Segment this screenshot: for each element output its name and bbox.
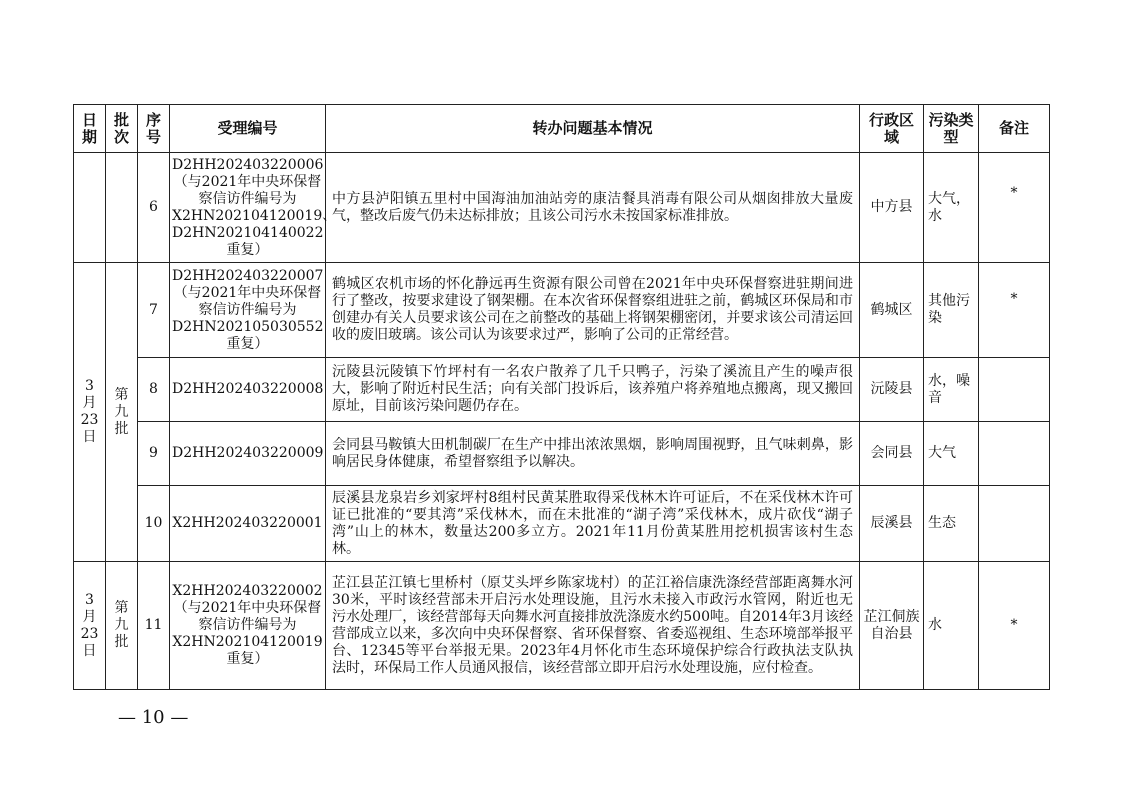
- region-cell: 辰溪县: [860, 486, 924, 562]
- date-cell: [74, 153, 106, 263]
- header-remarks: 备注: [979, 105, 1050, 153]
- batch-cell: [106, 153, 138, 263]
- header-pollution-type: 污染类型: [924, 105, 979, 153]
- remarks-cell: *: [979, 562, 1050, 690]
- table-row: [74, 263, 1050, 358]
- acceptance-no-cell: D2HH202403220009: [170, 422, 326, 486]
- remarks-cell: [979, 422, 1050, 486]
- acceptance-no-cell: X2HH202403220002（与2021年中央环保督察信访件编号为X2HN202104120019重复）: [170, 562, 326, 690]
- acceptance-no-cell: D2HH202403220006（与2021年中央环保督察信访件编号为X2HN202104120019、D2HN202104140022重复）: [170, 153, 326, 263]
- description-cell: 会同县马鞍镇大田机制碳厂在生产中排出浓浓黑烟，影响周围视野，且气味刺鼻，影响居民身体健康，希望督察组予以解决。: [326, 422, 860, 486]
- pollution-type-cell: 大气: [924, 422, 979, 486]
- header-batch: 批次: [106, 105, 138, 153]
- header-seq: 序号: [138, 105, 170, 153]
- table-row: [74, 562, 1050, 690]
- description-cell: 辰溪县龙泉岩乡刘家坪村8组村民黄某胜取得采伐林木许可证后，不在采伐林木许可证已批准的“要其湾”采伐林木，而在未批准的“湖子湾”采伐林木，成片砍伐“湖子湾”山上的林木，数量达200多立方。2021年11月份黄某胜用挖机损害该村生态林。: [326, 486, 860, 562]
- region-cell: 鹤城区: [860, 263, 924, 358]
- pollution-type-cell: 大气，水: [924, 153, 979, 263]
- remarks-cell: [979, 358, 1050, 422]
- table-row: [74, 422, 1050, 486]
- seq-cell: 9: [138, 422, 170, 486]
- pollution-type-cell: 生态: [924, 486, 979, 562]
- remarks-cell: *: [979, 263, 1050, 358]
- acceptance-no-cell: D2HH202403220008: [170, 358, 326, 422]
- seq-cell: 6: [138, 153, 170, 263]
- batch-cell: 第九批: [106, 263, 138, 562]
- seq-cell: 7: [138, 263, 170, 358]
- page-number: — 10 —: [118, 707, 189, 728]
- complaint-table: [73, 104, 1050, 690]
- header-row: [74, 105, 1050, 153]
- description-cell: 中方县泸阳镇五里村中国海油加油站旁的康洁餐具消毒有限公司从烟囱排放大量废气，整改后废气仍未达标排放；且该公司污水未按国家标准排放。: [326, 153, 860, 263]
- pollution-type-cell: 水，噪音: [924, 358, 979, 422]
- table-row: [74, 358, 1050, 422]
- acceptance-no-cell: X2HH202403220001: [170, 486, 326, 562]
- pollution-type-cell: 水: [924, 562, 979, 690]
- date-cell: 3月23日: [74, 562, 106, 690]
- description-cell: 沅陵县沅陵镇下竹坪村有一名农户散养了几千只鸭子，污染了溪流且产生的噪声很大，影响了附近村民生活；向有关部门投诉后，该养殖户将养殖地点搬离，现又搬回原址，目前该污染问题仍存在。: [326, 358, 860, 422]
- acceptance-no-cell: D2HH202403220007（与2021年中央环保督察信访件编号为D2HN202105030552重复）: [170, 263, 326, 358]
- region-cell: 中方县: [860, 153, 924, 263]
- table-row: [74, 486, 1050, 562]
- description-cell: 芷江县芷江镇七里桥村（原艾头坪乡陈家垅村）的芷江裕信康洗涤经营部距离舞水河30米，平时该经营部未开启污水处理设施，且污水未接入市政污水管网，附近也无污水处理厂，该经营部每天向舞水河直接排放洗涤废水约500吨。自2014年3月该经营部成立以来，多次向中央环保督察、省环保督察、省委巡视组、生态环境部举报平台、12345等平台举报无果。2023年4月怀化市生态环境保护综合行政执法支队执法时，环保局工作人员通风报信，该经营部立即开启污水处理设施，应付检查。: [326, 562, 860, 690]
- region-cell: 沅陵县: [860, 358, 924, 422]
- description-cell: 鹤城区农机市场的怀化静远再生资源有限公司曾在2021年中央环保督察进驻期间进行了整改，按要求建设了钢架棚。在本次省环保督察组进驻之前，鹤城区环保局和市创建办有关人员要求该公司在之前整改的基础上将钢架棚密闭，并要求该公司清运回收的废旧玻璃。该公司认为该要求过严，影响了公司的正常经营。: [326, 263, 860, 358]
- pollution-type-cell: 其他污染: [924, 263, 979, 358]
- header-region: 行政区域: [860, 105, 924, 153]
- remarks-cell: *: [979, 153, 1050, 263]
- remarks-cell: [979, 486, 1050, 562]
- header-acceptance-no: 受理编号: [170, 105, 326, 153]
- seq-cell: 11: [138, 562, 170, 690]
- header-date: 日期: [74, 105, 106, 153]
- seq-cell: 8: [138, 358, 170, 422]
- batch-cell: 第九批: [106, 562, 138, 690]
- region-cell: 芷江侗族自治县: [860, 562, 924, 690]
- date-cell: 3月23日: [74, 263, 106, 562]
- seq-cell: 10: [138, 486, 170, 562]
- header-description: 转办问题基本情况: [326, 105, 860, 153]
- table-row: [74, 153, 1050, 263]
- region-cell: 会同县: [860, 422, 924, 486]
